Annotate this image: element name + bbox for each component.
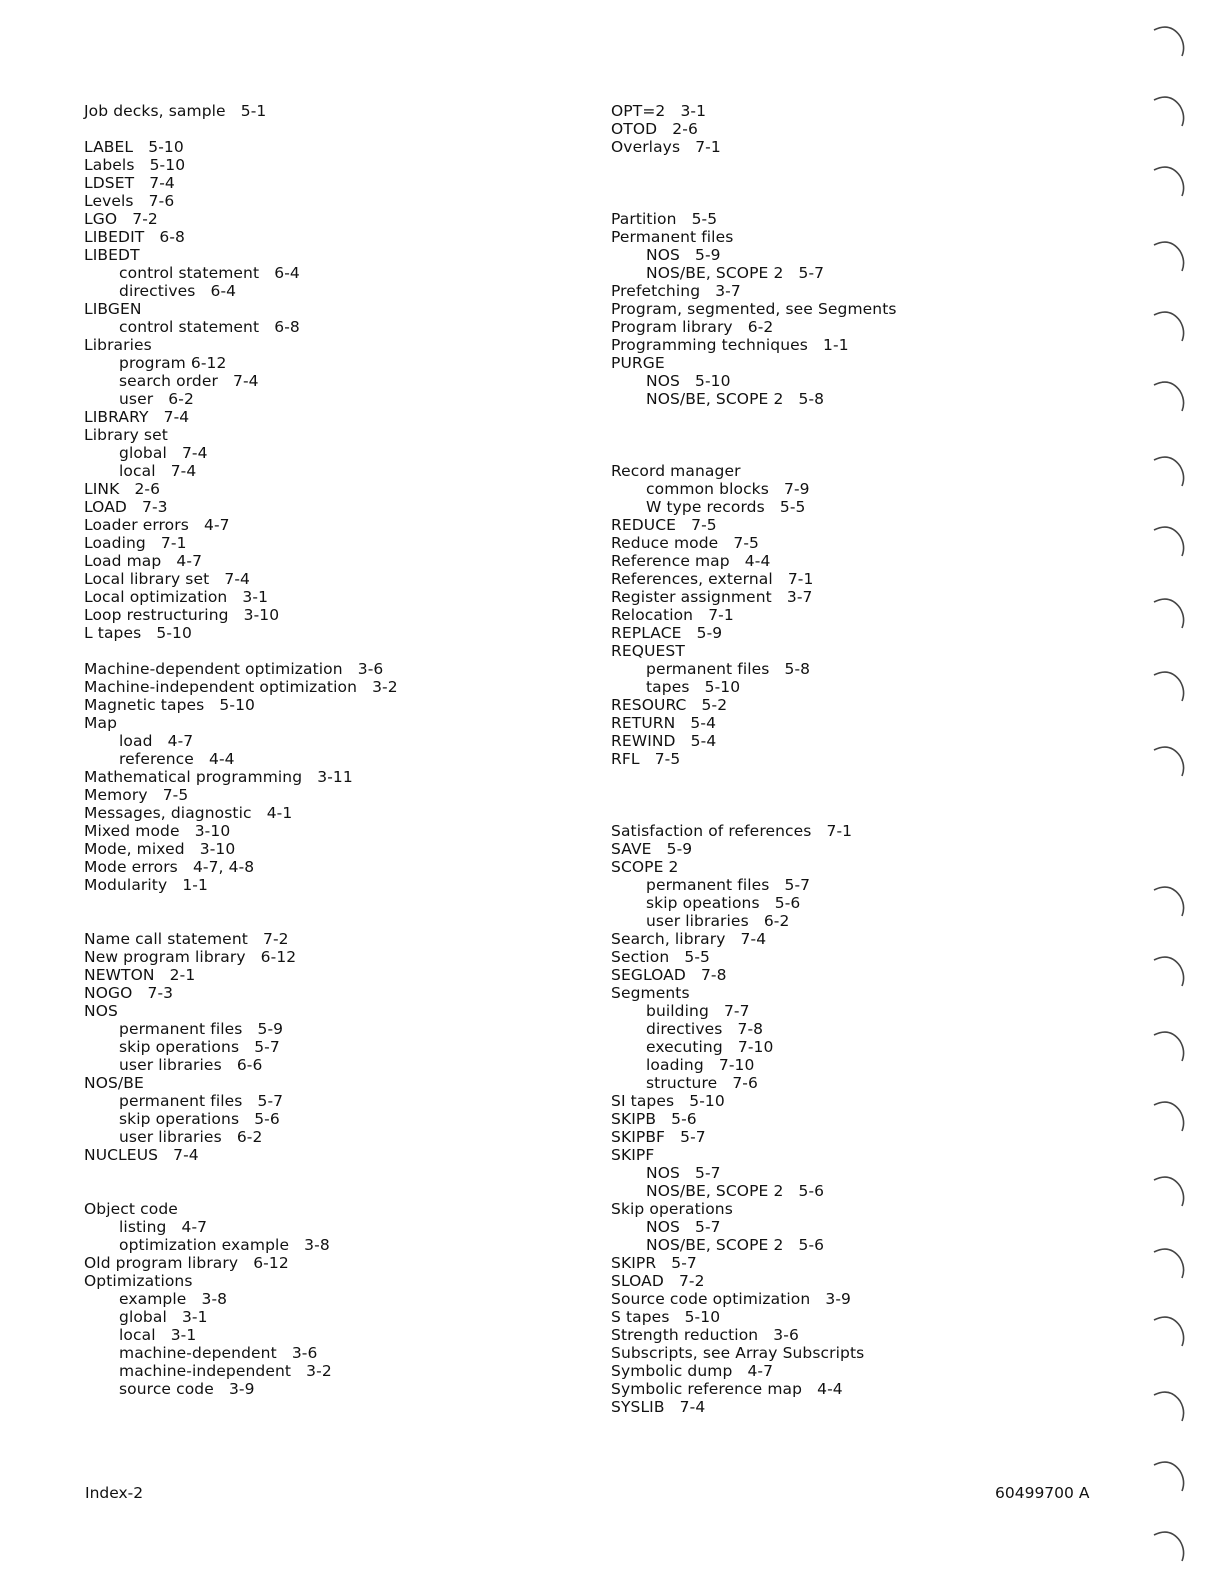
index-subentry: permanent files 5-7 bbox=[646, 876, 811, 894]
index-subentry: executing 7-10 bbox=[646, 1038, 774, 1056]
binder-hole-mark bbox=[1154, 1392, 1184, 1421]
index-entry: RESOURC 5-2 bbox=[611, 696, 728, 714]
index-subentry: directives 6-4 bbox=[119, 282, 237, 300]
index-entry: SKIPF bbox=[611, 1146, 655, 1164]
index-entry: SKIPR 5-7 bbox=[611, 1254, 697, 1272]
index-entry: New program library 6-12 bbox=[84, 948, 297, 966]
index-entry: Loader errors 4-7 bbox=[84, 516, 230, 534]
index-entry: SLOAD 7-2 bbox=[611, 1272, 705, 1290]
index-subentry: permanent files 5-9 bbox=[119, 1020, 284, 1038]
index-column-right bbox=[611, 102, 1091, 1416]
index-entry: NEWTON 2-1 bbox=[84, 966, 196, 984]
index-entry: Loop restructuring 3-10 bbox=[84, 606, 280, 624]
index-subentry: global 3-1 bbox=[119, 1308, 208, 1326]
index-entry: LDSET 7-4 bbox=[84, 174, 175, 192]
binder-hole-mark bbox=[1154, 312, 1184, 341]
section-spacer bbox=[611, 768, 1091, 822]
index-entry: Section 5-5 bbox=[611, 948, 710, 966]
index-entry: Object code bbox=[84, 1200, 178, 1218]
index-entry: Local library set 7-4 bbox=[84, 570, 250, 588]
binder-hole-mark bbox=[1154, 672, 1184, 701]
index-subentry: tapes 5-10 bbox=[646, 678, 741, 696]
index-entry: NOS/BE bbox=[84, 1074, 144, 1092]
index-entry: RETURN 5-4 bbox=[611, 714, 717, 732]
index-entry: OTOD 2-6 bbox=[611, 120, 698, 138]
index-entry: Name call statement 7-2 bbox=[84, 930, 289, 948]
index-subentry: optimization example 3-8 bbox=[119, 1236, 330, 1254]
index-entry: Subscripts, see Array Subscripts bbox=[611, 1344, 865, 1362]
binder-hole-mark bbox=[1154, 382, 1184, 411]
index-entry: SI tapes 5-10 bbox=[611, 1092, 725, 1110]
index-subentry: common blocks 7-9 bbox=[646, 480, 810, 498]
index-entry: Loading 7-1 bbox=[84, 534, 187, 552]
index-entry: Labels 5-10 bbox=[84, 156, 186, 174]
index-entry: LIBGEN bbox=[84, 300, 142, 318]
index-entry: Messages, diagnostic 4-1 bbox=[84, 804, 293, 822]
section-spacer bbox=[84, 642, 564, 660]
index-entry: LIBRARY 7-4 bbox=[84, 408, 190, 426]
index-subentry: load 4-7 bbox=[119, 732, 194, 750]
index-entry: Load map 4-7 bbox=[84, 552, 203, 570]
index-entry: Reference map 4-4 bbox=[611, 552, 771, 570]
index-entry: OPT=2 3-1 bbox=[611, 102, 707, 120]
index-subentry: NOS 5-7 bbox=[646, 1218, 721, 1236]
index-subentry: local 7-4 bbox=[119, 462, 197, 480]
index-entry: Source code optimization 3-9 bbox=[611, 1290, 852, 1308]
binder-hole-mark bbox=[1154, 1177, 1184, 1206]
index-entry: Mode errors 4-7, 4-8 bbox=[84, 858, 255, 876]
index-entry: Old program library 6-12 bbox=[84, 1254, 289, 1272]
index-entry: SYSLIB 7-4 bbox=[611, 1398, 706, 1416]
binder-hole-mark bbox=[1154, 887, 1184, 916]
index-subentry: search order 7-4 bbox=[119, 372, 259, 390]
index-subentry: global 7-4 bbox=[119, 444, 208, 462]
section-spacer bbox=[611, 408, 1091, 462]
binder-hole-mark bbox=[1154, 1032, 1184, 1061]
index-entry: Skip operations bbox=[611, 1200, 733, 1218]
binder-hole-mark bbox=[1154, 957, 1184, 986]
binder-hole-mark bbox=[1154, 167, 1184, 196]
index-subentry: control statement 6-4 bbox=[119, 264, 300, 282]
index-entry: Mixed mode 3-10 bbox=[84, 822, 231, 840]
index-subentry: NOS/BE, SCOPE 2 5-6 bbox=[646, 1236, 825, 1254]
binder-hole-marks bbox=[1140, 0, 1220, 1584]
index-entry: Register assignment 3-7 bbox=[611, 588, 813, 606]
index-entry: Reduce mode 7-5 bbox=[611, 534, 760, 552]
index-subentry: control statement 6-8 bbox=[119, 318, 300, 336]
index-subentry: NOS 5-10 bbox=[646, 372, 731, 390]
index-entry: References, external 7-1 bbox=[611, 570, 814, 588]
binder-hole-mark bbox=[1154, 747, 1184, 776]
binder-hole-mark bbox=[1154, 27, 1184, 56]
index-entry: LIBEDT bbox=[84, 246, 140, 264]
index-subentry: directives 7-8 bbox=[646, 1020, 764, 1038]
binder-hole-mark bbox=[1154, 1249, 1184, 1278]
index-entry: Mode, mixed 3-10 bbox=[84, 840, 236, 858]
index-entry: SKIPB 5-6 bbox=[611, 1110, 697, 1128]
page-number: Index-2 bbox=[85, 1484, 144, 1502]
index-entry: REPLACE 5-9 bbox=[611, 624, 723, 642]
index-entry: Overlays 7-1 bbox=[611, 138, 721, 156]
binder-hole-mark bbox=[1154, 1532, 1184, 1561]
index-subentry: skip operations 5-6 bbox=[119, 1110, 280, 1128]
index-entry: RFL 7-5 bbox=[611, 750, 681, 768]
index-subentry: W type records 5-5 bbox=[646, 498, 806, 516]
index-subentry: permanent files 5-7 bbox=[119, 1092, 284, 1110]
index-entry: Modularity 1-1 bbox=[84, 876, 208, 894]
index-entry: Relocation 7-1 bbox=[611, 606, 734, 624]
index-subentry: user libraries 6-2 bbox=[119, 1128, 263, 1146]
index-entry: NUCLEUS 7-4 bbox=[84, 1146, 199, 1164]
index-entry: REQUEST bbox=[611, 642, 685, 660]
index-subentry: NOS/BE, SCOPE 2 5-8 bbox=[646, 390, 825, 408]
index-entry: LINK 2-6 bbox=[84, 480, 161, 498]
binder-hole-mark bbox=[1154, 1102, 1184, 1131]
index-entry: Segments bbox=[611, 984, 690, 1002]
index-entry: Programming techniques 1-1 bbox=[611, 336, 849, 354]
index-entry: NOGO 7-3 bbox=[84, 984, 174, 1002]
binder-hole-mark bbox=[1154, 1317, 1184, 1346]
index-entry: Prefetching 3-7 bbox=[611, 282, 741, 300]
index-subentry: structure 7-6 bbox=[646, 1074, 758, 1092]
index-entry: Machine-dependent optimization 3-6 bbox=[84, 660, 384, 678]
index-entry: LGO 7-2 bbox=[84, 210, 158, 228]
index-entry: SKIPBF 5-7 bbox=[611, 1128, 706, 1146]
index-entry: Symbolic reference map 4-4 bbox=[611, 1380, 843, 1398]
index-entry: Symbolic dump 4-7 bbox=[611, 1362, 774, 1380]
index-subentry: NOS 5-9 bbox=[646, 246, 721, 264]
index-entry: REWIND 5-4 bbox=[611, 732, 717, 750]
index-entry: Permanent files bbox=[611, 228, 734, 246]
index-entry: Machine-independent optimization 3-2 bbox=[84, 678, 398, 696]
index-entry: S tapes 5-10 bbox=[611, 1308, 721, 1326]
index-entry: Magnetic tapes 5-10 bbox=[84, 696, 255, 714]
index-entry: Job decks, sample 5-1 bbox=[84, 102, 267, 120]
index-entry: Library set bbox=[84, 426, 168, 444]
index-subentry: permanent files 5-8 bbox=[646, 660, 811, 678]
index-subentry: program 6-12 bbox=[119, 354, 227, 372]
index-entry: Program, segmented, see Segments bbox=[611, 300, 897, 318]
index-subentry: machine-independent 3-2 bbox=[119, 1362, 332, 1380]
binder-hole-mark bbox=[1154, 527, 1184, 556]
index-subentry: loading 7-10 bbox=[646, 1056, 755, 1074]
index-entry: Program library 6-2 bbox=[611, 318, 774, 336]
document-number: 60499700 A bbox=[995, 1484, 1090, 1502]
index-subentry: skip opeations 5-6 bbox=[646, 894, 801, 912]
binder-hole-mark bbox=[1154, 457, 1184, 486]
binder-hole-mark bbox=[1154, 1462, 1184, 1491]
index-entry: SEGLOAD 7-8 bbox=[611, 966, 727, 984]
index-entry: SAVE 5-9 bbox=[611, 840, 693, 858]
index-subentry: NOS/BE, SCOPE 2 5-7 bbox=[646, 264, 825, 282]
index-entry: Record manager bbox=[611, 462, 741, 480]
index-entry: Libraries bbox=[84, 336, 152, 354]
index-subentry: building 7-7 bbox=[646, 1002, 750, 1020]
index-entry: Local optimization 3-1 bbox=[84, 588, 269, 606]
index-entry: LIBEDIT 6-8 bbox=[84, 228, 186, 246]
index-entry: Map bbox=[84, 714, 118, 732]
index-entry: LABEL 5-10 bbox=[84, 138, 184, 156]
binder-hole-mark bbox=[1154, 599, 1184, 628]
index-subentry: reference 4-4 bbox=[119, 750, 235, 768]
index-entry: Levels 7-6 bbox=[84, 192, 175, 210]
section-spacer bbox=[611, 156, 1091, 210]
index-entry: SCOPE 2 bbox=[611, 858, 679, 876]
section-spacer bbox=[84, 120, 564, 138]
index-entry: LOAD 7-3 bbox=[84, 498, 168, 516]
index-subentry: local 3-1 bbox=[119, 1326, 197, 1344]
index-subentry: example 3-8 bbox=[119, 1290, 228, 1308]
index-subentry: user libraries 6-2 bbox=[646, 912, 790, 930]
section-spacer bbox=[84, 1164, 564, 1200]
index-entry: L tapes 5-10 bbox=[84, 624, 192, 642]
index-subentry: listing 4-7 bbox=[119, 1218, 208, 1236]
binder-hole-mark bbox=[1154, 97, 1184, 126]
index-entry: NOS bbox=[84, 1002, 118, 1020]
index-entry: Optimizations bbox=[84, 1272, 193, 1290]
index-subentry: user libraries 6-6 bbox=[119, 1056, 263, 1074]
index-column-left bbox=[84, 102, 564, 1398]
index-subentry: skip operations 5-7 bbox=[119, 1038, 280, 1056]
index-subentry: source code 3-9 bbox=[119, 1380, 255, 1398]
index-entry: Strength reduction 3-6 bbox=[611, 1326, 799, 1344]
index-entry: Partition 5-5 bbox=[611, 210, 718, 228]
binder-hole-mark bbox=[1154, 242, 1184, 271]
index-subentry: NOS/BE, SCOPE 2 5-6 bbox=[646, 1182, 825, 1200]
index-subentry: machine-dependent 3-6 bbox=[119, 1344, 318, 1362]
index-entry: PURGE bbox=[611, 354, 665, 372]
index-entry: Memory 7-5 bbox=[84, 786, 189, 804]
section-spacer bbox=[84, 894, 564, 930]
index-subentry: NOS 5-7 bbox=[646, 1164, 721, 1182]
index-entry: Satisfaction of references 7-1 bbox=[611, 822, 853, 840]
index-subentry: user 6-2 bbox=[119, 390, 194, 408]
index-entry: Search, library 7-4 bbox=[611, 930, 767, 948]
index-entry: Mathematical programming 3-11 bbox=[84, 768, 353, 786]
index-entry: REDUCE 7-5 bbox=[611, 516, 717, 534]
